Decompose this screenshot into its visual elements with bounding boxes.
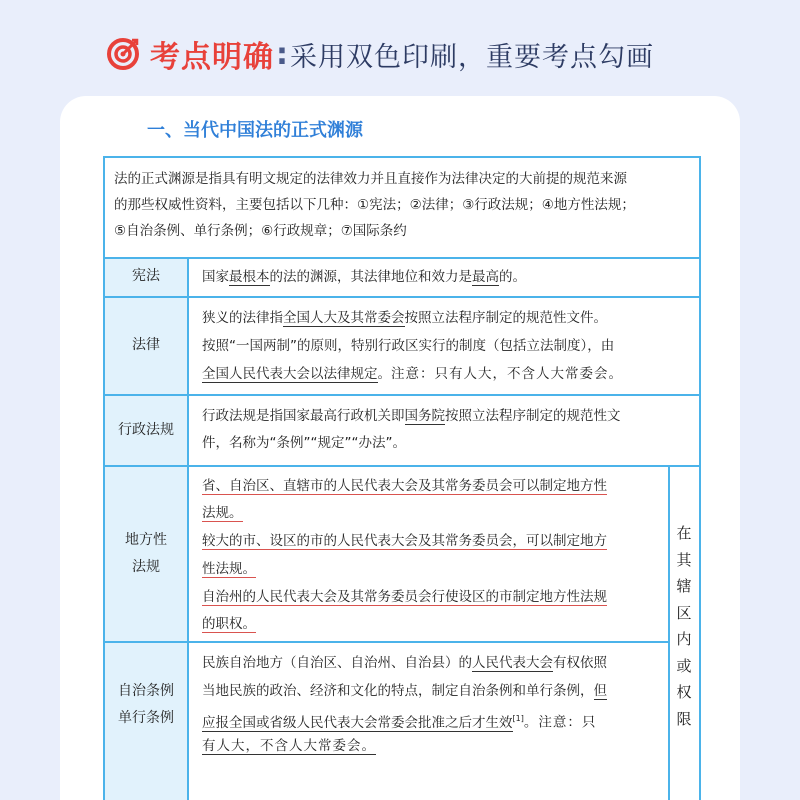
local-line-3 [202, 528, 607, 554]
row-divider [103, 465, 701, 467]
underlined-segment: 全国人大及其常委会 [283, 310, 405, 326]
red-underlined-segment: 自治州的人民代表大会及其常务委员会行使设区的市制定地方性法规 [202, 589, 607, 605]
side-note-char: 在 [676, 524, 692, 542]
text-segment: 。 [377, 366, 391, 382]
text-segment: 的。 [499, 269, 526, 285]
local-line-4 [202, 556, 256, 582]
text-segment: 有权依照 [553, 655, 607, 671]
row-divider [103, 257, 701, 259]
admin-line-1 [202, 403, 621, 429]
header-subtitle: 采用双色印刷，重要考点勾画 [290, 41, 654, 73]
side-column-divider [668, 465, 670, 800]
row-label-autonomy-1: 自治条例 [118, 683, 174, 699]
side-note-char: 辖 [676, 577, 692, 595]
text-segment: 按照立法程序制定的规范性文 [445, 408, 621, 424]
intro-line-1: 法的正式渊源是指具有明文规定的法律效力并且直接作为法律决定的大前提的规范来源 [114, 171, 627, 187]
note-text: 。注意：只 [523, 714, 597, 731]
underlined-segment: 全国人民代表大会以法律规定 [202, 366, 378, 382]
law-line-1 [202, 305, 607, 331]
row-label-local-1: 地方性 [125, 532, 167, 548]
admin-line-2: 件，名称为“条例”“规定”“办法”。 [202, 435, 406, 451]
row-divider [103, 394, 701, 396]
note-text: 有人大，不含人大常委会。 [202, 738, 376, 754]
row-label-local-2: 法规 [132, 559, 160, 575]
underlined-segment: 应报全国或省级人民代表大会常委会批准之后才生效 [202, 714, 513, 731]
header-colon: : [276, 36, 288, 72]
underlined-segment: 最根本 [229, 269, 270, 285]
header-accent: 考点明确 [150, 40, 274, 75]
red-underlined-segment: 省、自治区、直辖市的人民代表大会及其常务委员会可以制定地方性 [202, 478, 607, 494]
side-note [672, 520, 696, 732]
autonomy-line-2 [202, 678, 607, 704]
text-segment: 狭义的法律指 [202, 310, 283, 326]
target-icon [106, 37, 140, 71]
red-underlined-segment: 的职权。 [202, 616, 256, 632]
underlined-segment: 人民代表大会 [472, 655, 553, 671]
law-line-2: 按照“一国两制”的原则，特别行政区实行的制度（包括立法制度），由 [202, 338, 615, 354]
red-underlined-segment: 较大的市、设区的市的人民代表大会及其常务委员会，可以制定地方 [202, 533, 607, 549]
side-note-char: 或 [676, 656, 692, 675]
row-label-admin: 行政法规 [118, 422, 174, 438]
text-segment: 的法的渊源，其法律地位和效力是 [269, 269, 472, 285]
law-line-3 [202, 361, 623, 387]
underlined-segment: 国务院 [404, 408, 445, 424]
column-divider [187, 257, 189, 800]
side-note-char: 其 [676, 550, 692, 569]
text-segment: 民族自治地方（自治区、自治州、自治县）的 [202, 655, 472, 671]
autonomy-line-3 [202, 706, 596, 736]
local-line-2 [202, 500, 243, 526]
autonomy-line-1 [202, 650, 607, 676]
row-label-autonomy-2: 单行条例 [118, 710, 174, 726]
side-note-char: 限 [676, 709, 692, 728]
red-underlined-segment: 法规。 [202, 505, 243, 521]
side-note-char: 区 [676, 603, 692, 622]
section-title: 一、当代中国法的正式渊源 [147, 120, 363, 141]
underlined-segment: 最高 [472, 269, 499, 285]
local-line-1 [202, 473, 607, 499]
row-divider [103, 296, 701, 298]
header [106, 30, 654, 78]
side-note-char: 内 [676, 630, 692, 648]
row-label-law: 法律 [132, 337, 160, 353]
constitution-text [202, 264, 526, 290]
row-label-constitution: 宪法 [132, 268, 160, 284]
footnote-mark: [1] [512, 714, 524, 723]
local-line-6 [202, 611, 256, 637]
text-segment: 当地民族的政治、经济和文化的特点，制定自治条例和单行条例， [202, 683, 594, 699]
note-text: 注意：只有人大，不含人大常委会。 [391, 366, 623, 382]
intro-line-3: ⑤自治条例、单行条例；⑥行政规章；⑦国际条约 [114, 223, 407, 239]
local-line-5 [202, 584, 607, 610]
autonomy-line-4 [202, 733, 376, 759]
intro-line-2: 的那些权威性资料，主要包括以下几种：①宪法；②法律；③行政法规；④地方性法规； [114, 197, 635, 213]
underlined-segment: 但 [593, 683, 607, 699]
text-segment: 行政法规是指国家最高行政机关即 [202, 408, 405, 424]
red-underlined-segment: 性法规。 [202, 561, 256, 577]
text-segment: 按照立法程序制定的规范性文件。 [404, 310, 607, 326]
text-segment: 国家 [202, 269, 229, 285]
side-note-char: 权 [676, 683, 692, 701]
